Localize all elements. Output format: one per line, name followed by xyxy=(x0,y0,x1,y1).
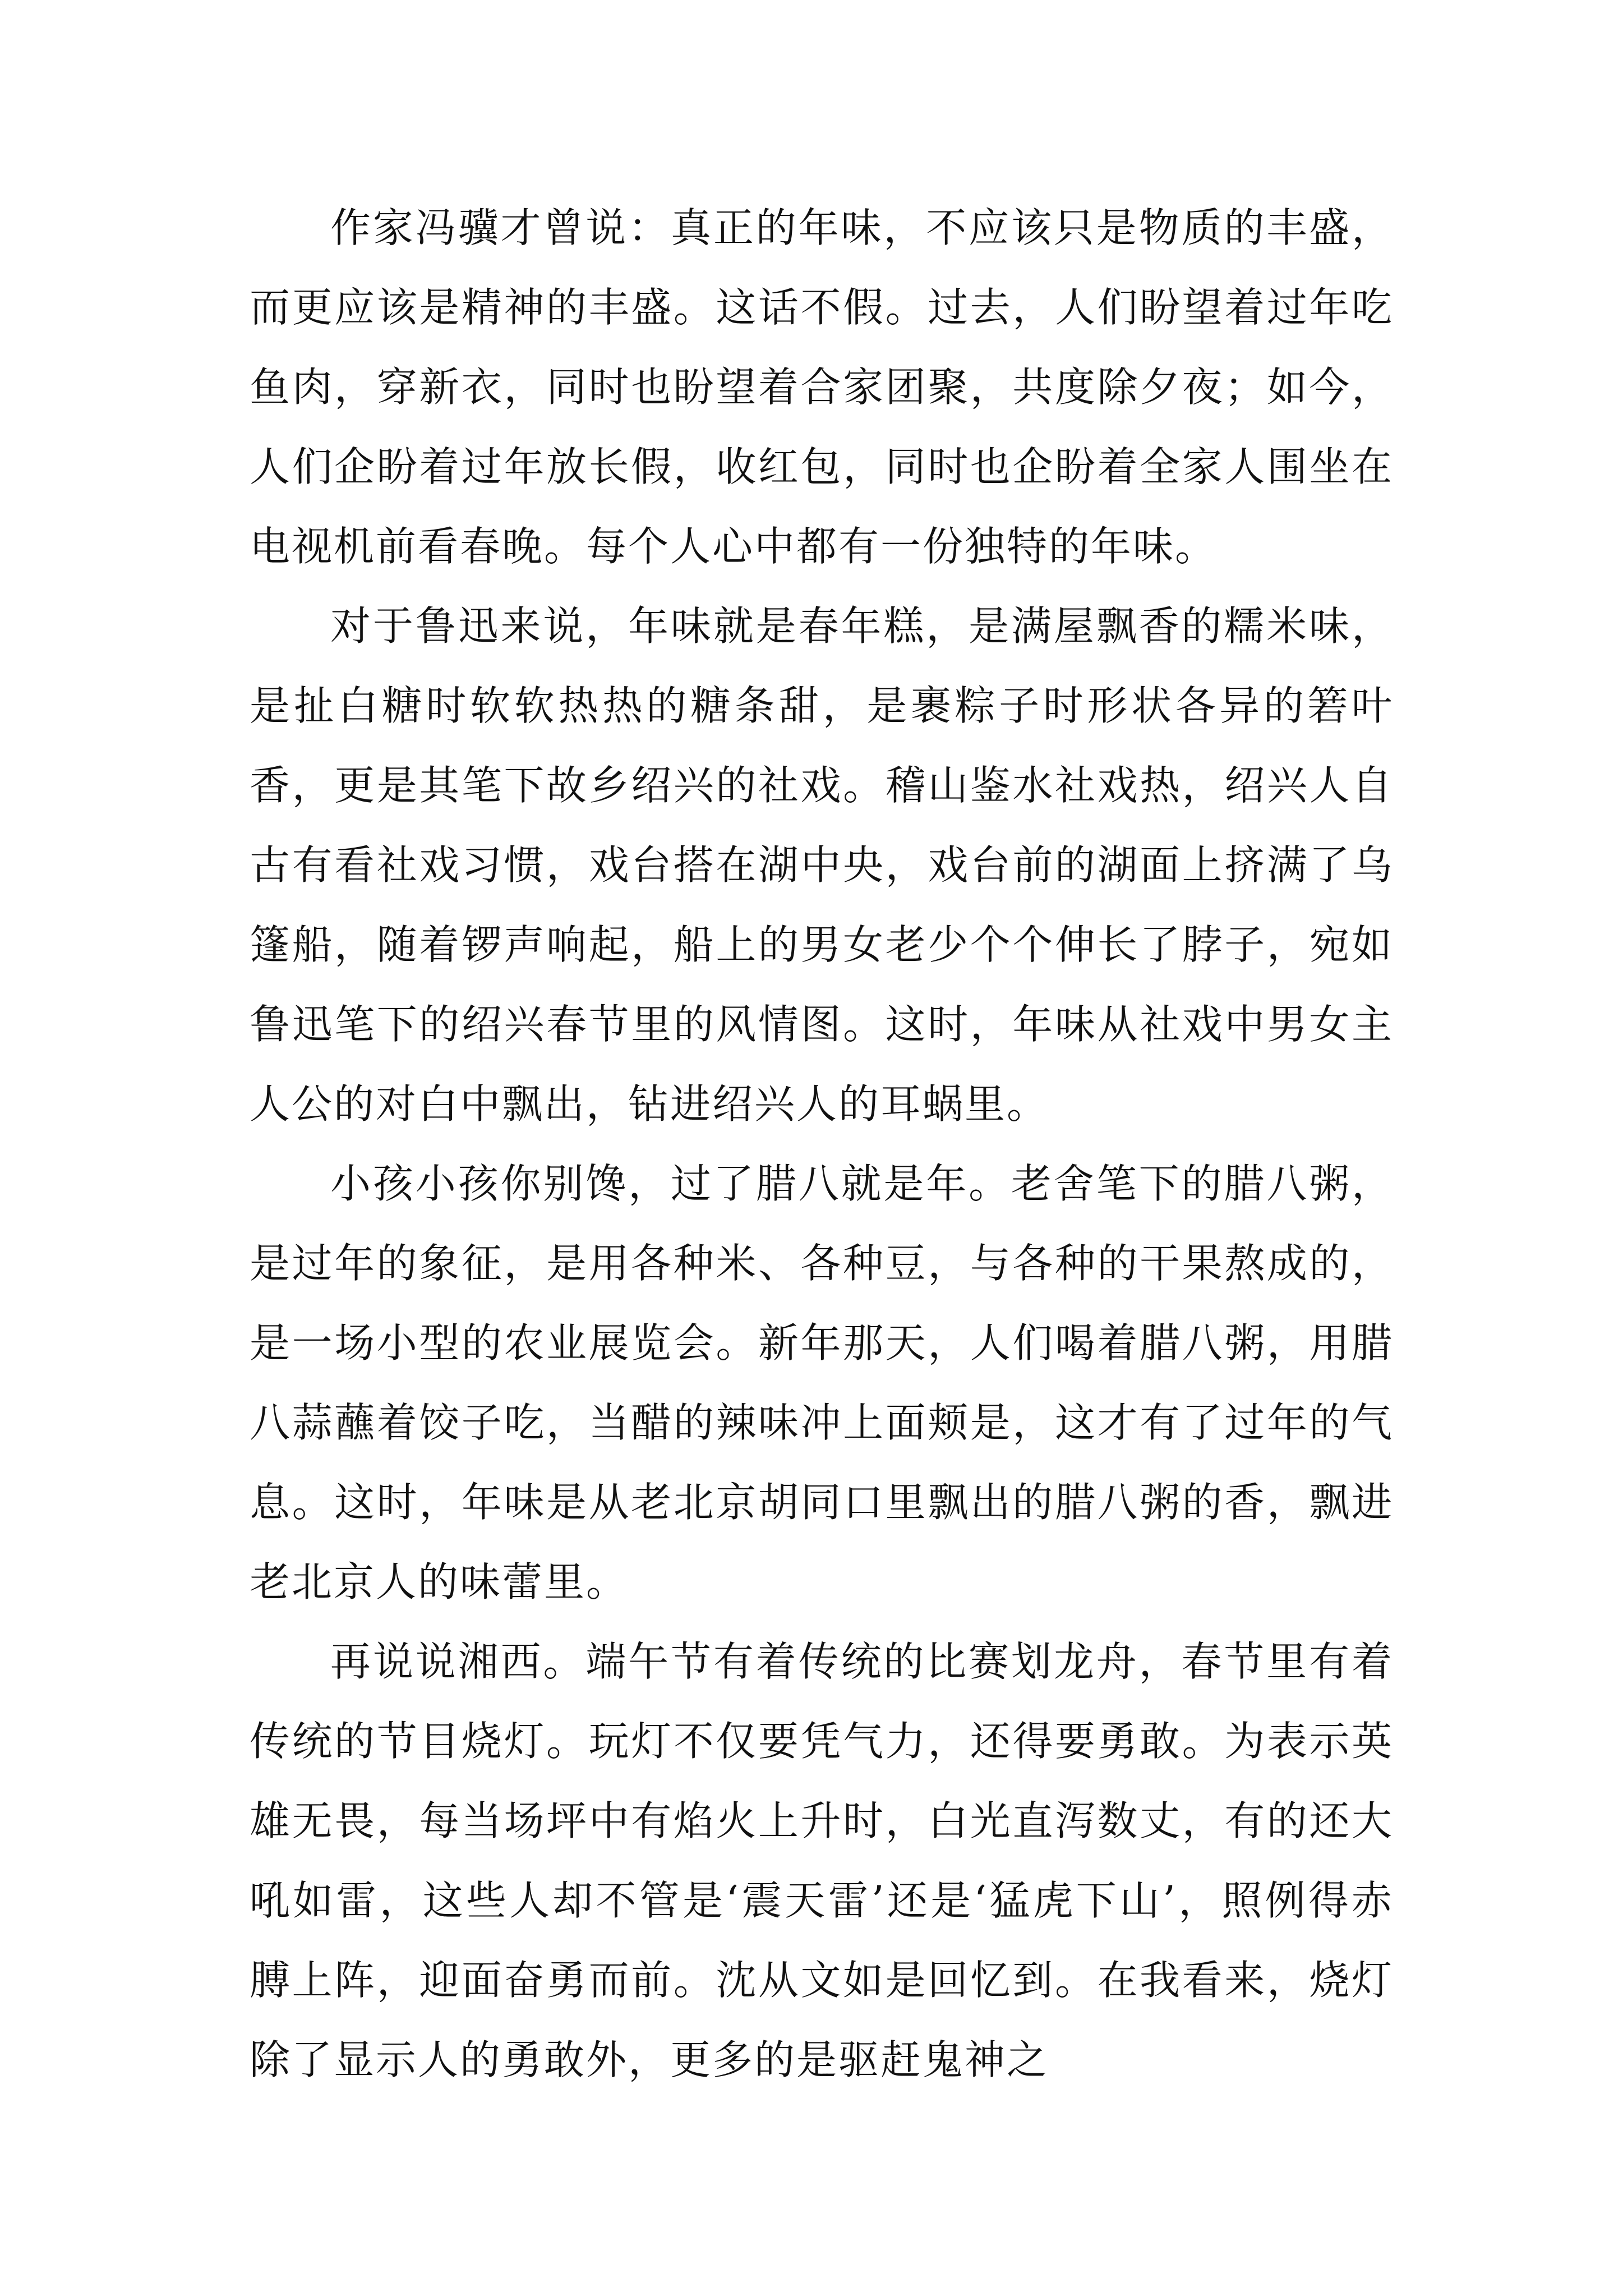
paragraph-3: 小孩小孩你别馋，过了腊八就是年。老舍笔下的腊八粥，是过年的象征，是用各种米、各种豆，与各种的干果熬成的，是一场小型的农业展览会。新年那天，人们喝着腊八粥，用腊八蒜蘸着饺子吃，当醋的辣味冲上面颊是，这才有了过年的气息。这时，年味是从老北京胡同口里飘出的腊八粥的香，飘进老北京人的味蕾里。 xyxy=(250,1160,1394,1605)
paragraph-4: 再说说湘西。端午节有着传统的比赛划龙舟，春节里有着传统的节目烧灯。玩灯不仅要凭气力，还得要勇敢。为表示英雄无畏，每当场坪中有焰火上升时，白光直泻数丈，有的还大吼如雷，这些人却不管是‘震天雷’还是‘猛虎下山’，照例得赤膊上阵，迎面奋勇而前。沈从文如是回忆到。在我看来，烧灯除了显示人的勇敢外，更多的是驱赶鬼神之 xyxy=(250,1638,1394,2083)
paragraph-2: 对于鲁迅来说，年味就是春年糕，是满屋飘香的糯米味，是扯白糖时软软热热的糖条甜，是裹粽子时形状各异的箬叶香，更是其笔下故乡绍兴的社戏。稽山鉴水社戏热，绍兴人自古有看社戏习惯，戏台搭在湖中央，戏台前的湖面上挤满了乌篷船，随着锣声响起，船上的男女老少个个伸长了脖子，宛如鲁迅笔下的绍兴春节里的风情图。这时，年味从社戏中男女主人公的对白中飘出，钻进绍兴人的耳蜗里。 xyxy=(250,602,1394,1128)
article-body xyxy=(250,188,1394,2100)
paragraph-1: 作家冯骥才曾说：真正的年味，不应该只是物质的丰盛，而更应该是精神的丰盛。这话不假。过去，人们盼望着过年吃鱼肉，穿新衣，同时也盼望着合家团聚，共度除夕夜；如今，人们企盼着过年放长假，收红包，同时也企盼着全家人围坐在电视机前看春晚。每个人心中都有一份独特的年味。 xyxy=(250,204,1394,570)
